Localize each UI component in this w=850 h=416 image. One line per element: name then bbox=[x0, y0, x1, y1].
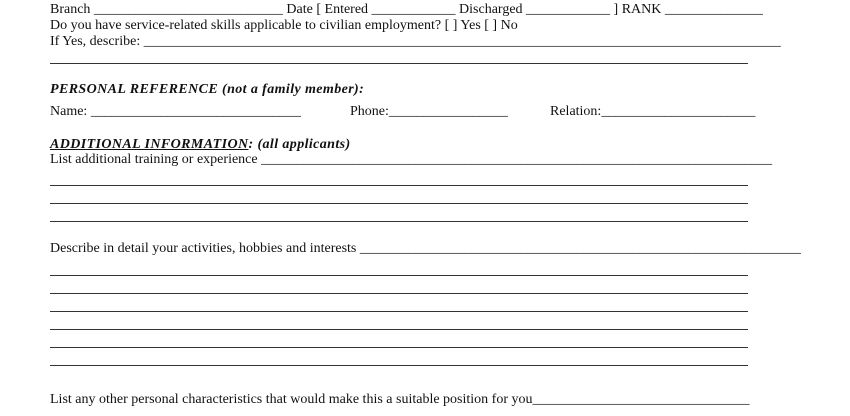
reference-relation-field: Relation:______________________ bbox=[550, 104, 756, 119]
service-skills-question: Do you have service-related skills applicable to civilian employment? [ ] Yes [ ] No bbox=[50, 18, 518, 33]
blank-line bbox=[50, 275, 748, 276]
characteristics-prompt: List any other personal characteristics that would make this a suitable position for you_______________________________ bbox=[50, 392, 750, 407]
personal-reference-heading-text: PERSONAL REFERENCE (not a family member): bbox=[50, 82, 365, 97]
blank-line bbox=[50, 221, 748, 222]
reference-name-field: Name: ______________________________ bbox=[50, 104, 301, 119]
blank-line bbox=[50, 347, 748, 348]
additional-information-heading bbox=[50, 137, 351, 153]
blank-line bbox=[50, 185, 748, 186]
training-prompt: List additional training or experience _________________________________________________________________________ bbox=[50, 152, 773, 167]
personal-reference-heading bbox=[50, 82, 364, 98]
additional-information-title: ADDITIONAL INFORMATION bbox=[50, 137, 249, 152]
blank-line bbox=[50, 311, 748, 312]
blank-line bbox=[50, 63, 748, 64]
reference-fields-row bbox=[50, 104, 756, 120]
blank-line bbox=[50, 329, 748, 330]
additional-information-subtitle: : (all applicants) bbox=[248, 137, 351, 152]
interests-prompt: Describe in detail your activities, hobbies and interests _______________________________________________________________ bbox=[50, 241, 801, 256]
blank-line bbox=[50, 365, 748, 366]
branch-date-rank-line: Branch ___________________________ Date [ Entered ____________ Discharged ____________ ] RANK ______________ bbox=[50, 2, 763, 17]
blank-line bbox=[50, 293, 748, 294]
if-yes-describe-line: If Yes, describe: ___________________________________________________________________________________________ bbox=[50, 34, 781, 49]
blank-line bbox=[50, 203, 748, 204]
reference-phone-field: Phone:_________________ bbox=[350, 104, 508, 119]
